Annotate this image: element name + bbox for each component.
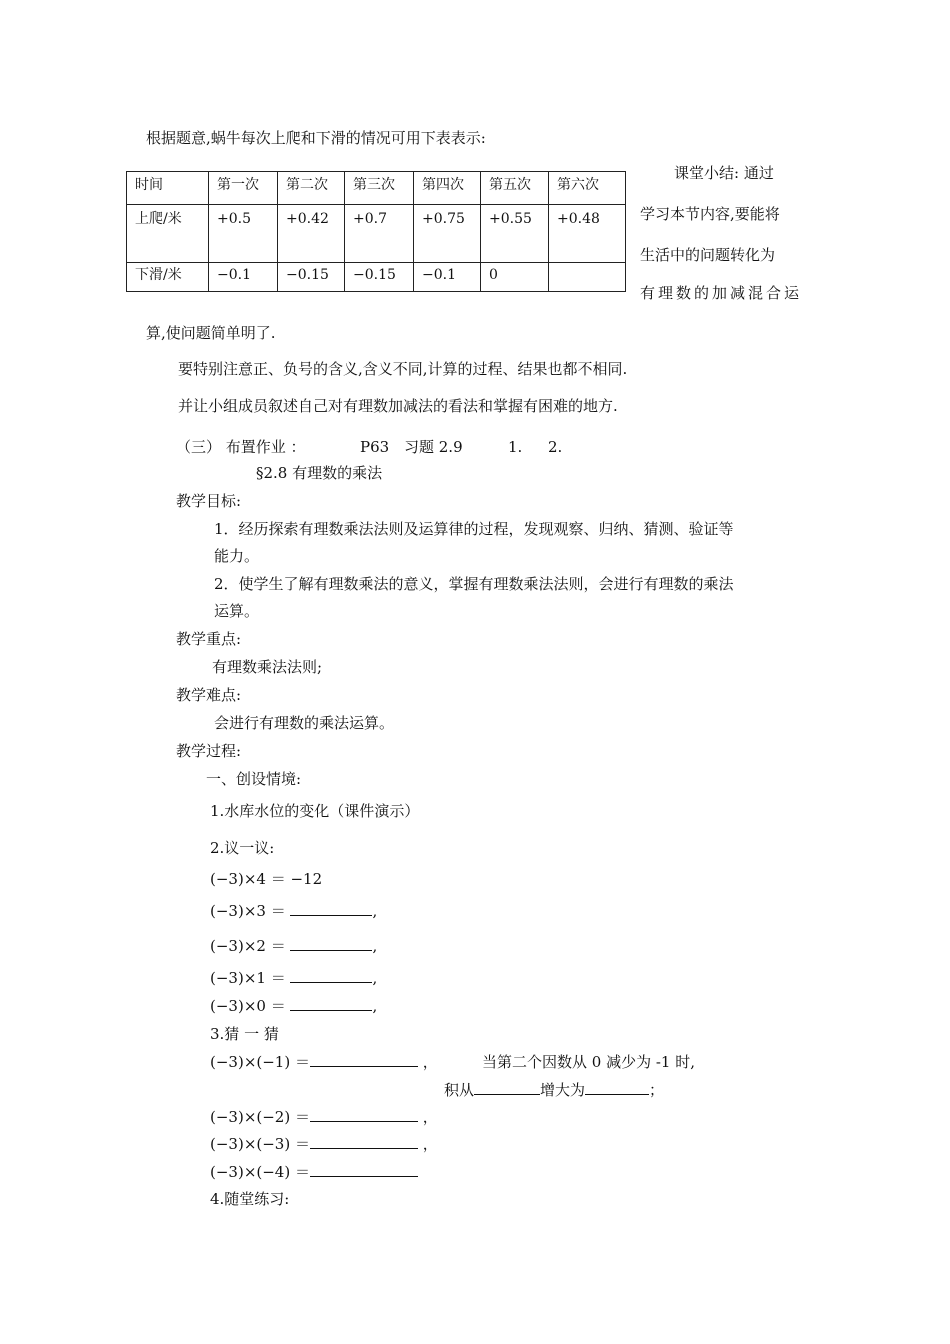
process-item: 4.随堂练习: <box>210 1190 290 1208</box>
table-cell <box>549 263 626 292</box>
table-cell: +0.42 <box>278 205 345 263</box>
table-cell: +0.48 <box>549 205 626 263</box>
summary-line: 生活中的问题转化为 <box>640 246 776 264</box>
process-part-title: 一、创设情境: <box>206 770 302 788</box>
objectives-heading: 教学目标: <box>176 492 242 510</box>
guess-line <box>210 1107 438 1127</box>
table-cell: +0.75 <box>414 205 481 263</box>
guess-tail: ， <box>417 1053 438 1071</box>
discuss-line <box>210 936 377 956</box>
table-cell: −0.15 <box>278 263 345 292</box>
guess-line <box>210 1134 438 1154</box>
process-item: 3.猜 一 猜 <box>210 1025 279 1043</box>
homework-label: （三） 布置作业 ： <box>176 438 306 456</box>
objective-line: 能力。 <box>214 547 260 565</box>
snail-table <box>126 171 626 292</box>
table-header-cell: 第六次 <box>549 172 626 205</box>
discuss-tail: , <box>372 902 378 920</box>
answer-blank[interactable] <box>310 1107 418 1122</box>
difficulty-text: 会进行有理数的乘法运算。 <box>214 714 395 732</box>
answer-blank[interactable] <box>290 936 372 951</box>
table-header-cell: 第二次 <box>278 172 345 205</box>
table-cell: −0.1 <box>414 263 481 292</box>
guess-hint-line <box>444 1080 664 1100</box>
table-header-cell: 时间 <box>127 172 209 205</box>
answer-blank[interactable] <box>310 1134 418 1149</box>
guess-expr: (−3)×(−4) ＝ <box>210 1163 310 1181</box>
homework-exercise: 习题 2.9 <box>404 438 463 456</box>
discuss-tail: , <box>372 997 378 1015</box>
table-row <box>127 263 626 292</box>
discuss-expr: (−3)×1 ＝ <box>210 969 291 987</box>
summary-continuation: 算,使问题简单明了. <box>146 324 276 342</box>
discuss-line <box>210 968 377 988</box>
table-cell: 下滑/米 <box>127 263 209 292</box>
discuss-line <box>210 901 377 921</box>
objective-line: 运算。 <box>214 602 260 620</box>
guess-expr: (−3)×(−3) ＝ <box>210 1135 310 1153</box>
guess-tail: ， <box>417 1108 438 1126</box>
guess-expr: (−3)×(−1) ＝ <box>210 1053 310 1071</box>
table-cell: −0.15 <box>345 263 414 292</box>
table-header-cell: 第三次 <box>345 172 414 205</box>
discuss-tail: , <box>372 937 378 955</box>
hint-text: 增大为 <box>540 1081 586 1099</box>
table-cell: +0.5 <box>209 205 278 263</box>
answer-blank[interactable] <box>290 968 372 983</box>
summary-line: 有理数的加减混合运 <box>640 284 803 302</box>
process-item: 1.水库水位的变化（课件演示） <box>210 802 420 820</box>
intro-text: 根据题意,蜗牛每次上爬和下滑的情况可用下表表示: <box>146 129 486 147</box>
guess-expr: (−3)×(−2) ＝ <box>210 1108 310 1126</box>
table-cell: 0 <box>481 263 549 292</box>
note-line: 并让小组成员叙述自己对有理数加减法的看法和掌握有困难的地方. <box>178 397 618 415</box>
answer-blank[interactable] <box>290 996 372 1011</box>
answer-blank[interactable] <box>290 901 372 916</box>
answer-blank[interactable] <box>310 1162 418 1177</box>
discuss-line <box>210 996 377 1016</box>
guess-tail: ， <box>417 1135 438 1153</box>
discuss-expr: (−3)×3 ＝ <box>210 902 291 920</box>
discuss-expr: (−3)×4 ＝ <box>210 870 291 888</box>
table-header-cell: 第一次 <box>209 172 278 205</box>
homework-item: 1. <box>508 438 523 456</box>
key-point-heading: 教学重点: <box>176 630 242 648</box>
objective-line: 1．经历探索有理数乘法法则及运算律的过程，发现观察、归纳、猜测、验证等 <box>214 520 734 538</box>
table-row <box>127 205 626 263</box>
difficulty-heading: 教学难点: <box>176 686 242 704</box>
discuss-expr: (−3)×2 ＝ <box>210 937 291 955</box>
homework-page: P63 <box>360 438 390 456</box>
process-heading: 教学过程: <box>176 742 242 760</box>
summary-line: 学习本节内容,要能将 <box>640 205 780 223</box>
discuss-result: −12 <box>290 870 323 888</box>
discuss-expr: (−3)×0 ＝ <box>210 997 291 1015</box>
hint-text: 积从 <box>444 1081 475 1099</box>
summary-line: 课堂小结: 通过 <box>674 164 774 182</box>
table-cell: −0.1 <box>209 263 278 292</box>
table-cell: 上爬/米 <box>127 205 209 263</box>
guess-line <box>210 1162 418 1182</box>
answer-blank[interactable] <box>310 1052 418 1067</box>
table-cell: +0.55 <box>481 205 549 263</box>
objective-line: 2．使学生了解有理数乘法的意义，掌握有理数乘法法则，会进行有理数的乘法 <box>214 575 734 593</box>
table-header-row <box>127 172 626 205</box>
discuss-line <box>210 869 322 889</box>
key-point-text: 有理数乘法法则; <box>212 658 323 676</box>
hint-text: ； <box>649 1081 665 1099</box>
process-item: 2.议一议: <box>210 839 275 857</box>
homework-item: 2. <box>548 438 563 456</box>
section-title: §2.8 有理数的乘法 <box>256 464 383 482</box>
answer-blank[interactable] <box>474 1080 540 1095</box>
note-line: 要特别注意正、负号的含义,含义不同,计算的过程、结果也都不相同. <box>178 360 628 378</box>
guess-line <box>210 1052 438 1072</box>
table-header-cell: 第五次 <box>481 172 549 205</box>
answer-blank[interactable] <box>585 1080 649 1095</box>
guess-hint: 当第二个因数从 0 减少为 -1 时, <box>482 1053 695 1071</box>
table-header-cell: 第四次 <box>414 172 481 205</box>
discuss-tail: , <box>372 969 378 987</box>
table-cell: +0.7 <box>345 205 414 263</box>
